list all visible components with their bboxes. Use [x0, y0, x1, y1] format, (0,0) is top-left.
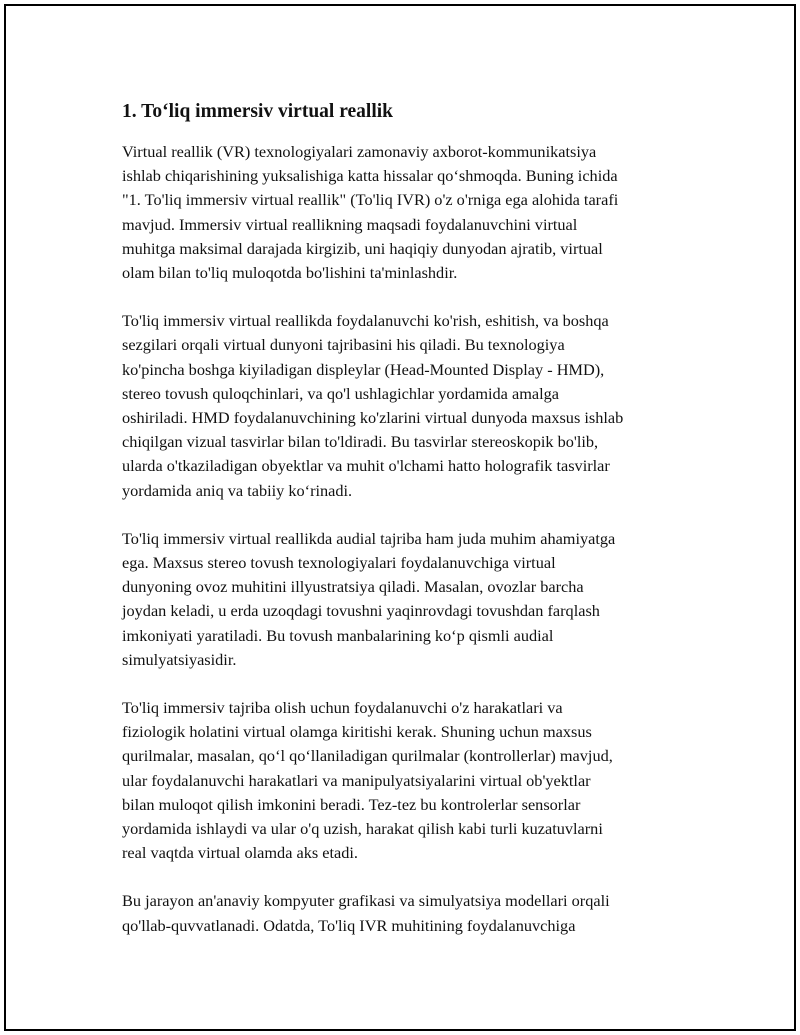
text-line: fiziologik holatini virtual olamga kiritishi kerak. Shuning uchun maxsus: [122, 722, 592, 742]
paragraph-5: [122, 889, 712, 937]
paragraph-1: [122, 140, 712, 285]
text-line: ko'pincha boshga kiyiladigan displeylar (Head-Mounted Display - HMD),: [122, 359, 605, 379]
text-line: To'liq immersiv tajriba olish uchun foydalanuvchi o'z harakatlari va: [122, 698, 563, 718]
text-line: chiqilgan vizual tasvirlar bilan to'ldiradi. Bu tasvirlar stereoskopik bo'lib,: [122, 432, 599, 452]
text-line: ishlab chiqarishining yuksalishiga katta hissalar qo‘shmoqda. Buning ichida: [122, 166, 618, 186]
text-line: muhitga maksimal darajada kirgizib, uni haqiqiy dunyodan ajratib, virtual: [122, 238, 603, 258]
text-line: stereo tovush quloqchinlari, va qo'l ushlagichlar yordamida amalga: [122, 383, 559, 403]
text-line: bilan muloqot qilish imkonini beradi. Tez-tez bu kontrolerlar sensorlar: [122, 794, 581, 814]
text-line: yordamida aniq va tabiiy ko‘rinadi.: [122, 480, 353, 500]
page-frame: [4, 4, 796, 1031]
document-body: [122, 98, 712, 962]
text-line: Virtual reallik (VR) texnologiyalari zamonaviy axborot-kommunikatsiya: [122, 142, 597, 161]
text-line: sezgilari orqali virtual dunyoni tajribasini his qiladi. Bu texnologiya: [122, 335, 565, 355]
text-line: joydan keladi, u erda uzoqdagi tovushni yaqinrovdagi tovushdan farqlash: [122, 601, 600, 621]
text-line: mavjud. Immersiv virtual reallikning maqsadi foydalanuvchini virtual: [122, 214, 578, 234]
text-line: ega. Maxsus stereo tovush texnologiyalari foydalanuvchiga virtual: [122, 553, 556, 573]
section-heading: 1. To‘liq immersiv virtual reallik: [122, 101, 394, 122]
text-line: "1. To'liq immersiv virtual reallik" (To'liq IVR) o'z o'rniga ega alohida tarafi: [122, 190, 619, 210]
text-line: To'liq immersiv virtual reallikda audial tajriba ham juda muhim ahamiyatga: [122, 528, 616, 548]
text-line: Bu jarayon an'anaviy kompyuter grafikasi va simulyatsiya modellari orqali: [122, 891, 610, 911]
text-line: yordamida ishlaydi va ular o'q uzish, harakat qilish kabi turli kuzatuvlarni: [122, 819, 603, 839]
text-line: ular foydalanuvchi harakatlari va manipulyatsiyalarini virtual ob'yektlar: [122, 770, 591, 790]
text-line: olam bilan to'liq muloqotda bo'lishini ta'minlashdir.: [122, 263, 458, 283]
text-line: dunyoning ovoz muhitini illyustratsiya qiladi. Masalan, ovozlar barcha: [122, 577, 584, 597]
text-line: simulyatsiyasidir.: [122, 649, 237, 669]
paragraph-2: [122, 309, 712, 503]
text-line: real vaqtda virtual olamda aks etadi.: [122, 843, 358, 863]
paragraph-3: [122, 527, 712, 672]
text-line: ularda o'tkaziladigan obyektlar va muhit o'lchami hatto holografik tasvirlar: [122, 456, 610, 476]
text-line: oshiriladi. HMD foydalanuvchining ko'zlarini virtual dunyoda maxsus ishlab: [122, 408, 624, 428]
text-line: qurilmalar, masalan, qo‘l qo‘llaniladigan qurilmalar (kontrollerlar) mavjud,: [122, 746, 613, 766]
paragraph-4: [122, 696, 712, 865]
text-line: To'liq immersiv virtual reallikda foydalanuvchi ko'rish, eshitish, va boshqa: [122, 311, 609, 331]
text-line: imkoniyati yaratiladi. Bu tovush manbalarining ko‘p qismli audial: [122, 625, 554, 645]
text-line: qo'llab-quvvatlanadi. Odatda, To'liq IVR muhitining foydalanuvchiga: [122, 915, 576, 935]
